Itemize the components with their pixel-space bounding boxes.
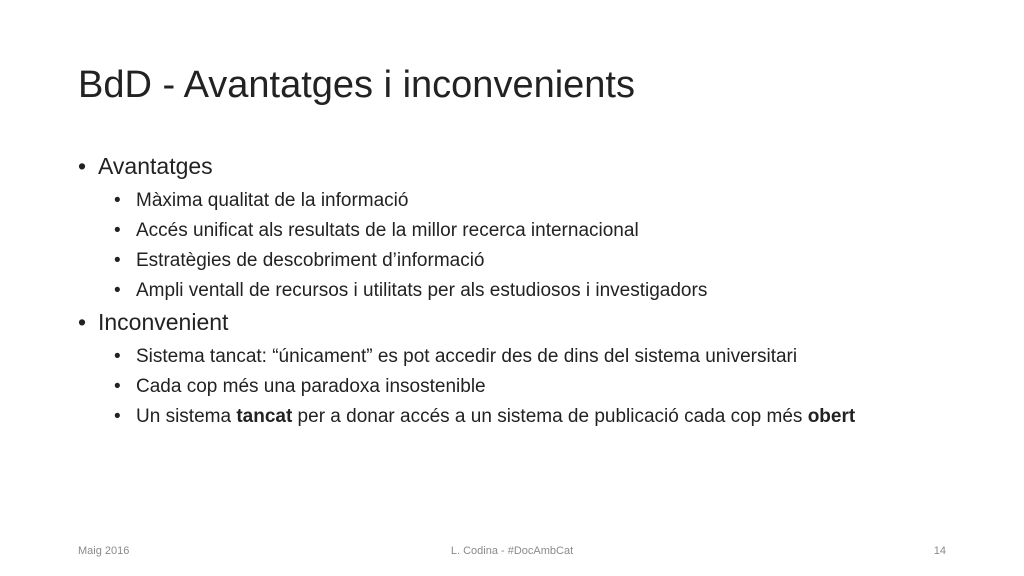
section-inconvenient <box>78 306 958 428</box>
section-heading: • Avantatges <box>98 150 958 182</box>
bullet-item <box>98 405 958 428</box>
bullet-text: per a donar accés a un sistema de publicació cada cop més <box>292 406 808 427</box>
bullet-item: • Màxima qualitat de la informació <box>98 189 958 212</box>
footer-author: L. Codina - #DocAmbCat <box>450 545 574 557</box>
footer-date: Maig 2016 <box>78 545 130 557</box>
section-avantatges <box>78 150 958 302</box>
slide-content <box>78 150 958 428</box>
bullet-item: • Estratègies de descobriment d’informació <box>98 249 958 272</box>
bullet-item: • Cada cop més una paradoxa insostenible <box>98 375 958 398</box>
bold-keyword: tancat <box>236 406 293 427</box>
bullet-item: • Sistema tancat: “únicament” es pot accedir des de dins del sistema universitari <box>98 345 958 368</box>
bullet-item: • Ampli ventall de recursos i utilitats per als estudiosos i investigadors <box>98 279 958 302</box>
slide-number: 14 <box>933 545 946 557</box>
slide-title: BdD - Avantatges i inconvenients <box>78 64 635 106</box>
bold-keyword: obert <box>807 406 856 427</box>
section-heading: • Inconvenient <box>98 306 958 338</box>
bullet-text: Un sistema <box>136 406 237 427</box>
bullet-item: • Accés unificat als resultats de la millor recerca internacional <box>98 219 958 242</box>
